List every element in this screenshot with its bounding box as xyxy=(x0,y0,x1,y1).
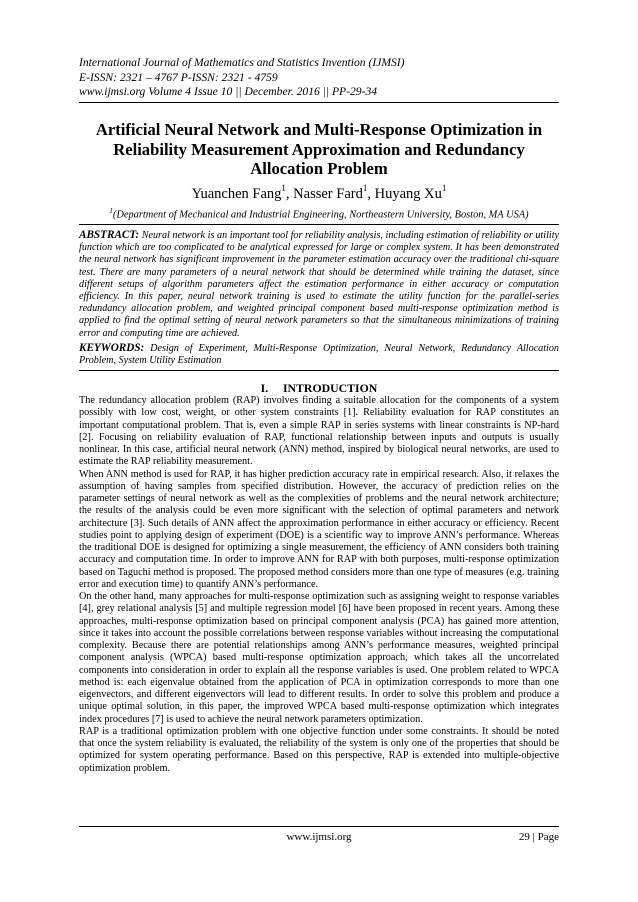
footer-url: www.ijmsi.org xyxy=(286,831,352,843)
affiliation-mark: 1 xyxy=(109,207,113,215)
paper-title: Artificial Neural Network and Multi-Response Optimization in Reliability Measurement Approximation and Redundancy Allocation Problem xyxy=(95,120,543,178)
author-list xyxy=(79,181,559,203)
author-name: Nasser Fard xyxy=(293,185,363,202)
journal-issue: www.ijmsi.org Volume 4 Issue 10 || December. 2016 || PP-29-34 xyxy=(79,85,378,98)
author-separator: , xyxy=(367,185,375,202)
author-name: Yuanchen Fang xyxy=(191,185,282,202)
abstract-label: ABSTRACT: xyxy=(79,229,140,241)
section-title: I. INTRODUCTION xyxy=(260,381,378,395)
paragraph: The redundancy allocation problem (RAP) involves finding a suitable allocation for the components of a system possibly with low cost, weight, or other system constraints [1]. Reliability evaluation for RAP constitutes an important computational problem. That is, even a simple RAP in series systems with linear constraints is NP-hard [2]. Focusing on reliability evaluation of RAP, functional relationship between inputs and outputs is usually nonlinear. In this case, artificial neural network (ANN) method, inspired by biological neural networks, are used to estimate the RAP reliability measurement. xyxy=(79,395,559,468)
body-text xyxy=(79,395,559,775)
abstract-text: Neural network is an important tool for reliability analysis, including estimation of reliability or utility function which are too complicated to be analytical expressed for large or complex system. It has been demonstrated the neural network has significant improvement in the parameter estimation accuracy over the traditional chi-square test. There are many parameters of a neural network that should be determined while training the dataset, since different setups of algorithm parameters affect the estimation performance in either accuracy or computation efficiency. In this paper, neural network training is used to estimate the utility function for the parallel-series redundancy allocation problem, and weighted principal component based multi-response optimization method is applied to find the optimal setting of neural network parameters so that the simultaneous minimizations of training error and computing time are achieved. xyxy=(79,230,559,339)
footer-rule xyxy=(79,826,559,827)
abstract-bottom-rule xyxy=(79,370,559,371)
abstract xyxy=(79,229,559,340)
author-affiliation-mark: 1 xyxy=(362,183,368,193)
affiliation xyxy=(79,205,559,221)
affiliation-text: (Department of Mechanical and Industrial Engineering, Northeastern University, Boston, MA USA) xyxy=(112,209,529,221)
author-affiliation-mark: 1 xyxy=(281,183,286,193)
journal-issn: E-ISSN: 2321 – 4767 P-ISSN: 2321 - 4759 xyxy=(79,70,278,84)
author-separator: , xyxy=(285,185,294,202)
author-name: Huyang Xu xyxy=(374,185,442,202)
paragraph: RAP is a traditional optimization problem with one objective function under some constraints. It should be noted that once the system reliability is evaluated, the reliability of the system is only one of the properties that should be optimized for system operating performance. Based on this perspective, RAP is extended into multiple-objective optimization problem. xyxy=(79,725,559,774)
paragraph: On the other hand, many approaches for multi-response optimization such as assigning weight to response variables [4], grey relational analysis [5] and multiple regression model [6] have been proposed in recent years. Among these approaches, multi-response optimization based on principal component analysis (PCA) has gained more attention, since it takes into account the possible correlations between response variables without increasing the computational complexity. Because there are potential relationships among ANN’s performance measures, weighted principal component analysis (WPCA) based multi-response optimization approach, which takes all the uncorrelated components into consideration in order to explain all the response variables is used. One problem related to WPCA method is: each eigenvalue obtained from the application of PCA in optimization corresponds to more than one eigenvectors, and different eigenvectors will lead to different results. In order to solve this problem and produce a unique optimal solution, in this paper, the improved WPCA based multi-response optimization which integrates index procedures [7] is used to achieve the neural network parameters optimization. xyxy=(79,591,559,725)
keywords xyxy=(79,342,559,367)
header-rule xyxy=(79,102,559,103)
author-affiliation-mark: 1 xyxy=(441,183,447,193)
keywords-label: KEYWORDS: xyxy=(79,342,145,354)
journal-name: International Journal of Mathematics and Statistics Invention (IJMSI) xyxy=(79,56,405,69)
paragraph: When ANN method is used for RAP, it has higher prediction accuracy rate in empirical research. Also, it relaxes the assumption of having samples from specified distribution. However, the accuracy of prediction relies on the parameter settings of neural network as well as the complexities of problems and the neural network architecture; the results of the analysis could be even more significant with the selection of optimal parameters and network architecture [3]. Such details of ANN affect the approximation performance in either accuracy or efficiency. Recent studies point to applying design of experiment (DOE) is a scientific way to improve ANN’s performance. Whereas the traditional DOE is designed for optimizing a single measurement, the efficiency of ANN considers both training accuracy and computation time. In order to improve ANN for RAP with both purposes, multi-response optimization based on Taguchi method is proposed. The proposed method considers more than one type of measures (e.g. training error and execution time) to quantify ANN’s performance. xyxy=(79,468,559,590)
abstract-top-rule xyxy=(79,224,559,225)
keywords-text: Design of Experiment, Multi-Response Optimization, Neural Network, Redundancy Allocation Problem, System Utility Estimation xyxy=(79,343,559,367)
page-number: 29 | Page xyxy=(518,831,559,843)
section-heading xyxy=(79,381,559,395)
journal-header xyxy=(79,56,559,100)
